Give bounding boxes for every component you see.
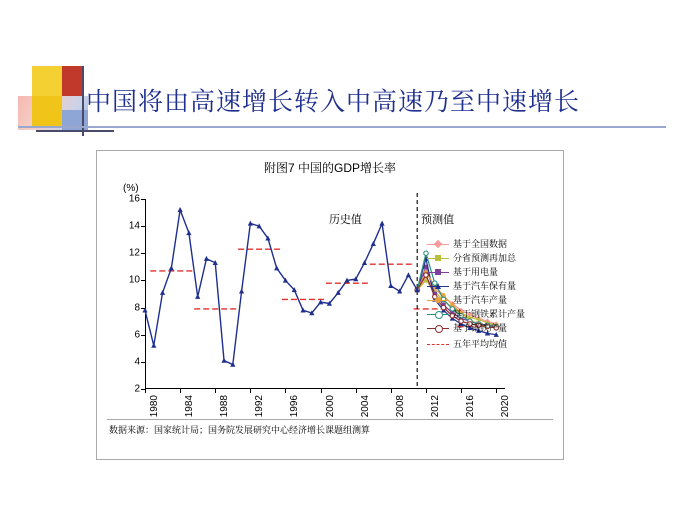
legend-swatch xyxy=(427,295,449,305)
legend-label: 基于汽车保有量 xyxy=(453,281,517,291)
legend-swatch xyxy=(427,267,449,277)
legend-swatch xyxy=(427,253,449,263)
annotation-forecast: 预测值 xyxy=(421,214,455,226)
x-tick-mark xyxy=(215,389,216,393)
history-line xyxy=(145,210,417,365)
series-marker xyxy=(221,358,226,363)
x-tick-label: 2004 xyxy=(359,395,371,418)
series-marker xyxy=(160,290,165,295)
x-tick-label: 1996 xyxy=(289,395,301,418)
x-tick-mark xyxy=(391,389,392,393)
legend-label: 基于汽车产量 xyxy=(453,295,508,305)
y-tick-label: 6 xyxy=(134,329,140,341)
x-tick-mark xyxy=(461,389,462,393)
legend-item xyxy=(427,293,559,307)
yellow-square xyxy=(32,66,62,96)
x-tick-label: 2016 xyxy=(465,395,477,418)
legend-swatch xyxy=(427,323,449,333)
y-tick-label: 16 xyxy=(128,193,140,205)
series-marker xyxy=(248,221,253,226)
horizontal-rule xyxy=(36,130,114,132)
series-marker xyxy=(362,260,367,265)
series-marker xyxy=(388,283,393,288)
series-marker xyxy=(169,265,174,270)
legend-item xyxy=(427,279,559,293)
y-tick-label: 8 xyxy=(134,302,140,314)
legend-item xyxy=(427,321,559,335)
legend-label: 基于用电量 xyxy=(453,267,499,277)
blue-square xyxy=(62,110,88,132)
legend-item xyxy=(427,265,559,279)
chart-legend xyxy=(427,237,559,351)
y-tick-label: 2 xyxy=(134,383,140,395)
x-tick-label: 2008 xyxy=(394,395,406,418)
legend-label-average: 五年平均均值 xyxy=(453,339,508,349)
x-tick-label: 2000 xyxy=(324,395,336,418)
series-marker xyxy=(178,207,183,212)
legend-label: 分省预测再加总 xyxy=(453,253,517,263)
series-marker xyxy=(406,272,411,277)
gold-square xyxy=(32,96,62,126)
series-marker xyxy=(379,221,384,226)
x-tick-label: 1980 xyxy=(149,395,160,418)
title-underline xyxy=(18,126,666,128)
x-tick-mark xyxy=(180,389,181,393)
series-marker xyxy=(239,288,244,293)
source-note: 数据来源：国家统计局；国务院发展研究中心经济增长课题组测算 xyxy=(109,425,371,435)
red-square xyxy=(62,66,84,96)
legend-swatch-dashed xyxy=(427,339,449,349)
x-tick-label: 1988 xyxy=(219,395,231,418)
legend-swatch xyxy=(427,281,449,291)
legend-item xyxy=(427,307,559,321)
series-marker xyxy=(186,230,191,235)
legend-label: 基于钢铁累计产量 xyxy=(453,309,526,319)
x-tick-mark xyxy=(145,389,146,393)
chart-title: 附图7 中国的GDP增长率 xyxy=(263,161,396,175)
x-tick-mark xyxy=(496,389,497,393)
legend-swatch xyxy=(427,309,449,319)
x-tick-mark xyxy=(321,389,322,393)
legend-item xyxy=(427,237,559,251)
annotation-history: 历史值 xyxy=(328,214,362,226)
legend-label: 基于钢铁产量 xyxy=(453,323,508,333)
series-marker xyxy=(274,265,279,270)
legend-item xyxy=(427,251,559,265)
x-tick-label: 1992 xyxy=(254,395,266,418)
x-tick-label: 1984 xyxy=(184,395,196,418)
x-tick-mark xyxy=(356,389,357,393)
x-tick-label: 2020 xyxy=(500,395,512,418)
series-marker xyxy=(151,343,156,348)
y-tick-label: 12 xyxy=(128,247,140,259)
legend-label: 基于全国数据 xyxy=(453,239,508,249)
source-divider xyxy=(107,419,553,420)
series-marker xyxy=(300,307,305,312)
legend-item-average xyxy=(427,337,559,351)
y-tick-label: 10 xyxy=(128,274,140,286)
x-tick-mark xyxy=(426,389,427,393)
y-axis-unit-label: (%) xyxy=(123,183,139,194)
series-marker xyxy=(195,294,200,299)
x-tick-mark xyxy=(285,389,286,393)
series-marker xyxy=(204,256,209,261)
y-tick-label: 14 xyxy=(128,220,140,232)
x-tick-mark xyxy=(250,389,251,393)
legend-swatch xyxy=(427,239,449,249)
page-title: 中国将由高速增长转入中高速乃至中速增长 xyxy=(86,88,581,116)
chart-container xyxy=(96,150,564,460)
x-tick-label: 2012 xyxy=(429,395,441,418)
y-tick-label: 4 xyxy=(134,356,140,368)
series-marker xyxy=(371,241,376,246)
